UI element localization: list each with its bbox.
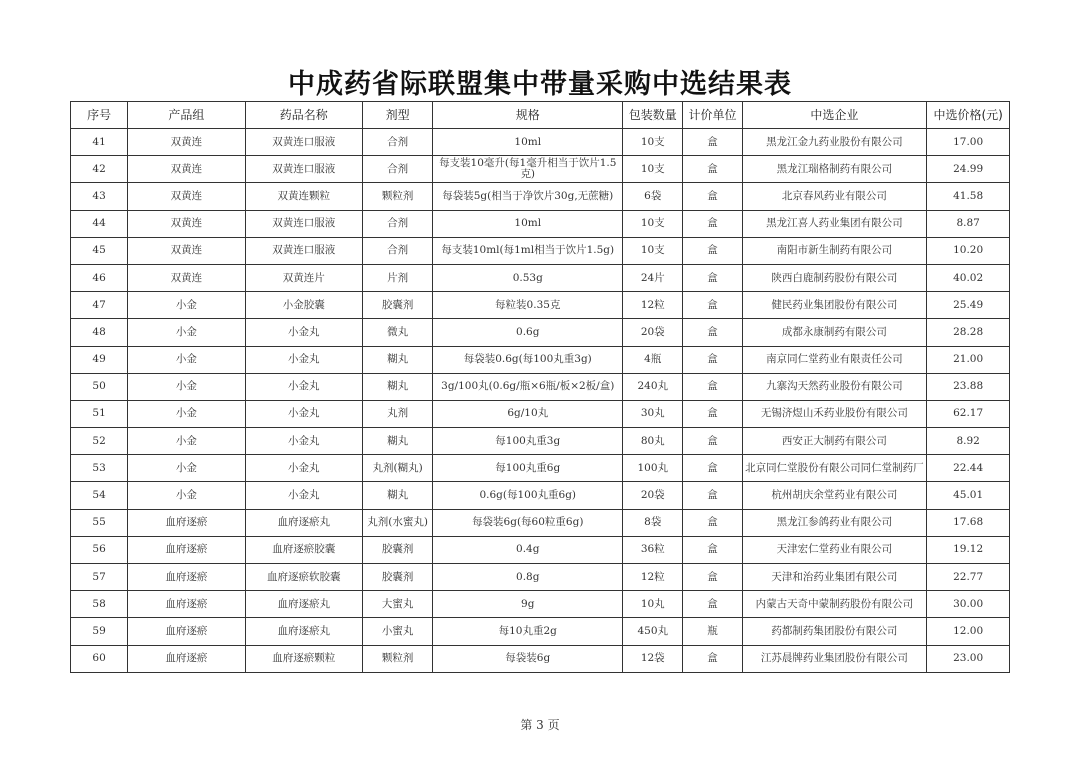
cell-pack-qty: 10支 [623, 237, 683, 264]
table-row [71, 400, 1010, 427]
cell-pack-qty: 10丸 [623, 591, 683, 618]
cell-price: 10.20 [927, 237, 1010, 264]
cell-dosage-form: 胶囊剂 [362, 536, 432, 563]
cell-product-group: 血府逐瘀 [128, 509, 245, 536]
cell-company: 杭州胡庆余堂药业有限公司 [742, 482, 927, 509]
cell-dosage-form: 微丸 [362, 319, 432, 346]
cell-drug-name: 双黄连口服液 [245, 237, 362, 264]
table-row [71, 210, 1010, 237]
cell-drug-name: 小金丸 [245, 346, 362, 373]
cell-product-group: 血府逐瘀 [128, 591, 245, 618]
cell-seq: 49 [71, 346, 128, 373]
table-row [71, 129, 1010, 156]
cell-seq: 52 [71, 428, 128, 455]
cell-product-group: 小金 [128, 346, 245, 373]
cell-drug-name: 血府逐瘀颗粒 [245, 645, 362, 672]
cell-spec: 每10丸重2g [433, 618, 623, 645]
cell-unit: 盒 [683, 536, 742, 563]
cell-spec: 每支装10ml(每1ml相当于饮片1.5g) [433, 237, 623, 264]
cell-seq: 56 [71, 536, 128, 563]
cell-seq: 45 [71, 237, 128, 264]
cell-spec: 每袋装0.6g(每100丸重3g) [433, 346, 623, 373]
cell-company: 天津和治药业集团有限公司 [742, 564, 927, 591]
cell-unit: 盒 [683, 210, 742, 237]
page-number: 第 3 页 [520, 718, 560, 732]
cell-seq: 44 [71, 210, 128, 237]
cell-price: 17.00 [927, 129, 1010, 156]
cell-product-group: 小金 [128, 319, 245, 346]
cell-drug-name: 小金丸 [245, 400, 362, 427]
cell-dosage-form: 片剂 [362, 264, 432, 291]
cell-price: 12.00 [927, 618, 1010, 645]
cell-unit: 盒 [683, 509, 742, 536]
header-price: 中选价格(元) [927, 102, 1010, 129]
cell-spec: 6g/10丸 [433, 400, 623, 427]
table-row [71, 564, 1010, 591]
cell-spec: 每支装10毫升(每1毫升相当于饮片1.5克) [433, 156, 623, 183]
cell-spec: 每袋装5g(相当于净饮片30g,无蔗糖) [433, 183, 623, 210]
cell-spec: 0.4g [433, 536, 623, 563]
cell-drug-name: 小金丸 [245, 373, 362, 400]
cell-spec: 0.6g [433, 319, 623, 346]
cell-company: 内蒙古天奇中蒙制药股份有限公司 [742, 591, 927, 618]
cell-seq: 50 [71, 373, 128, 400]
page-title: 中成药省际联盟集中带量采购中选结果表 [288, 69, 792, 100]
cell-price: 17.68 [927, 509, 1010, 536]
cell-pack-qty: 24片 [623, 264, 683, 291]
cell-drug-name: 血府逐瘀丸 [245, 509, 362, 536]
cell-drug-name: 双黄连颗粒 [245, 183, 362, 210]
cell-pack-qty: 12袋 [623, 645, 683, 672]
cell-price: 28.28 [927, 319, 1010, 346]
cell-unit: 盒 [683, 264, 742, 291]
header-seq: 序号 [71, 102, 128, 129]
cell-seq: 51 [71, 400, 128, 427]
cell-pack-qty: 12粒 [623, 564, 683, 591]
cell-price: 45.01 [927, 482, 1010, 509]
cell-price: 22.44 [927, 455, 1010, 482]
cell-product-group: 小金 [128, 482, 245, 509]
table-row [71, 645, 1010, 672]
results-table [70, 101, 1010, 673]
table-row [71, 292, 1010, 319]
cell-spec: 3g/100丸(0.6g/瓶×6瓶/板×2板/盒) [433, 373, 623, 400]
cell-seq: 54 [71, 482, 128, 509]
cell-dosage-form: 合剂 [362, 237, 432, 264]
cell-product-group: 小金 [128, 400, 245, 427]
header-drug-name: 药品名称 [245, 102, 362, 129]
cell-unit: 盒 [683, 428, 742, 455]
header-pack-qty: 包装数量 [623, 102, 683, 129]
cell-pack-qty: 6袋 [623, 183, 683, 210]
cell-seq: 58 [71, 591, 128, 618]
cell-drug-name: 双黄连口服液 [245, 156, 362, 183]
cell-spec: 0.6g(每100丸重6g) [433, 482, 623, 509]
cell-pack-qty: 10支 [623, 156, 683, 183]
header-spec: 规格 [433, 102, 623, 129]
cell-dosage-form: 胶囊剂 [362, 564, 432, 591]
cell-company: 药都制药集团股份有限公司 [742, 618, 927, 645]
cell-price: 22.77 [927, 564, 1010, 591]
cell-unit: 盒 [683, 455, 742, 482]
cell-dosage-form: 颗粒剂 [362, 645, 432, 672]
cell-product-group: 血府逐瘀 [128, 564, 245, 591]
cell-dosage-form: 丸剂(糊丸) [362, 455, 432, 482]
cell-product-group: 小金 [128, 455, 245, 482]
cell-product-group: 小金 [128, 373, 245, 400]
cell-price: 30.00 [927, 591, 1010, 618]
cell-dosage-form: 糊丸 [362, 346, 432, 373]
table-row [71, 373, 1010, 400]
cell-unit: 盒 [683, 591, 742, 618]
cell-dosage-form: 合剂 [362, 210, 432, 237]
cell-pack-qty: 100丸 [623, 455, 683, 482]
cell-pack-qty: 12粒 [623, 292, 683, 319]
cell-pack-qty: 20袋 [623, 319, 683, 346]
cell-company: 南阳市新生制药有限公司 [742, 237, 927, 264]
cell-dosage-form: 颗粒剂 [362, 183, 432, 210]
header-company: 中选企业 [742, 102, 927, 129]
table-row [71, 536, 1010, 563]
cell-dosage-form: 糊丸 [362, 373, 432, 400]
table-row [71, 591, 1010, 618]
header-product-group: 产品组 [128, 102, 245, 129]
cell-drug-name: 小金丸 [245, 482, 362, 509]
cell-pack-qty: 36粒 [623, 536, 683, 563]
cell-product-group: 血府逐瘀 [128, 618, 245, 645]
header-unit: 计价单位 [683, 102, 742, 129]
cell-price: 40.02 [927, 264, 1010, 291]
cell-spec: 0.53g [433, 264, 623, 291]
cell-unit: 瓶 [683, 618, 742, 645]
cell-pack-qty: 450丸 [623, 618, 683, 645]
cell-spec: 每粒装0.35克 [433, 292, 623, 319]
cell-pack-qty: 10支 [623, 129, 683, 156]
table-row [71, 264, 1010, 291]
cell-spec: 每袋装6g [433, 645, 623, 672]
cell-price: 19.12 [927, 536, 1010, 563]
cell-company: 西安正大制药有限公司 [742, 428, 927, 455]
cell-unit: 盒 [683, 292, 742, 319]
cell-dosage-form: 糊丸 [362, 482, 432, 509]
cell-company: 陕西白鹿制药股份有限公司 [742, 264, 927, 291]
cell-product-group: 双黄连 [128, 156, 245, 183]
header-dosage-form: 剂型 [362, 102, 432, 129]
cell-pack-qty: 240丸 [623, 373, 683, 400]
cell-company: 黑龙江喜人药业集团有限公司 [742, 210, 927, 237]
cell-company: 北京同仁堂股份有限公司同仁堂制药厂 [742, 455, 927, 482]
cell-drug-name: 血府逐瘀丸 [245, 618, 362, 645]
cell-dosage-form: 合剂 [362, 156, 432, 183]
cell-seq: 48 [71, 319, 128, 346]
cell-unit: 盒 [683, 319, 742, 346]
cell-pack-qty: 8袋 [623, 509, 683, 536]
cell-spec: 0.8g [433, 564, 623, 591]
cell-seq: 55 [71, 509, 128, 536]
table-row [71, 183, 1010, 210]
cell-dosage-form: 小蜜丸 [362, 618, 432, 645]
cell-drug-name: 血府逐瘀丸 [245, 591, 362, 618]
cell-price: 41.58 [927, 183, 1010, 210]
cell-seq: 41 [71, 129, 128, 156]
cell-drug-name: 小金丸 [245, 319, 362, 346]
cell-drug-name: 双黄连口服液 [245, 210, 362, 237]
cell-company: 黑龙江瑞格制药有限公司 [742, 156, 927, 183]
cell-price: 8.92 [927, 428, 1010, 455]
cell-seq: 47 [71, 292, 128, 319]
cell-company: 九寨沟天然药业股份有限公司 [742, 373, 927, 400]
cell-unit: 盒 [683, 156, 742, 183]
cell-dosage-form: 丸剂(水蜜丸) [362, 509, 432, 536]
cell-company: 无锡济煜山禾药业股份有限公司 [742, 400, 927, 427]
cell-price: 21.00 [927, 346, 1010, 373]
table-row [71, 428, 1010, 455]
cell-spec: 9g [433, 591, 623, 618]
cell-company: 黑龙江参鸽药业有限公司 [742, 509, 927, 536]
cell-unit: 盒 [683, 482, 742, 509]
cell-spec: 每100丸重3g [433, 428, 623, 455]
table-row [71, 237, 1010, 264]
cell-dosage-form: 丸剂 [362, 400, 432, 427]
cell-dosage-form: 大蜜丸 [362, 591, 432, 618]
cell-spec: 每袋装6g(每60粒重6g) [433, 509, 623, 536]
cell-unit: 盒 [683, 645, 742, 672]
cell-product-group: 小金 [128, 292, 245, 319]
table-row [71, 319, 1010, 346]
cell-seq: 59 [71, 618, 128, 645]
cell-drug-name: 双黄连片 [245, 264, 362, 291]
cell-spec: 每100丸重6g [433, 455, 623, 482]
cell-drug-name: 小金丸 [245, 455, 362, 482]
cell-unit: 盒 [683, 237, 742, 264]
cell-company: 北京春风药业有限公司 [742, 183, 927, 210]
cell-company: 江苏晨牌药业集团股份有限公司 [742, 645, 927, 672]
cell-company: 南京同仁堂药业有限责任公司 [742, 346, 927, 373]
table-row [71, 482, 1010, 509]
cell-seq: 46 [71, 264, 128, 291]
cell-price: 62.17 [927, 400, 1010, 427]
cell-spec: 10ml [433, 129, 623, 156]
cell-product-group: 双黄连 [128, 264, 245, 291]
cell-price: 24.99 [927, 156, 1010, 183]
cell-dosage-form: 胶囊剂 [362, 292, 432, 319]
cell-unit: 盒 [683, 373, 742, 400]
cell-drug-name: 小金丸 [245, 428, 362, 455]
cell-company: 天津宏仁堂药业有限公司 [742, 536, 927, 563]
cell-pack-qty: 30丸 [623, 400, 683, 427]
cell-pack-qty: 80丸 [623, 428, 683, 455]
cell-seq: 53 [71, 455, 128, 482]
cell-product-group: 双黄连 [128, 183, 245, 210]
cell-price: 8.87 [927, 210, 1010, 237]
table-row [71, 618, 1010, 645]
cell-product-group: 双黄连 [128, 129, 245, 156]
table-row [71, 156, 1010, 183]
cell-product-group: 双黄连 [128, 210, 245, 237]
cell-price: 23.88 [927, 373, 1010, 400]
cell-company: 健民药业集团股份有限公司 [742, 292, 927, 319]
cell-pack-qty: 10支 [623, 210, 683, 237]
cell-price: 25.49 [927, 292, 1010, 319]
cell-product-group: 血府逐瘀 [128, 645, 245, 672]
cell-product-group: 血府逐瘀 [128, 536, 245, 563]
cell-unit: 盒 [683, 129, 742, 156]
table-header-row [71, 102, 1010, 129]
cell-unit: 盒 [683, 400, 742, 427]
cell-company: 成都永康制药有限公司 [742, 319, 927, 346]
cell-seq: 60 [71, 645, 128, 672]
cell-seq: 43 [71, 183, 128, 210]
cell-pack-qty: 4瓶 [623, 346, 683, 373]
cell-product-group: 双黄连 [128, 237, 245, 264]
table-row [71, 509, 1010, 536]
cell-dosage-form: 合剂 [362, 129, 432, 156]
cell-company: 黑龙江金九药业股份有限公司 [742, 129, 927, 156]
cell-product-group: 小金 [128, 428, 245, 455]
table-row [71, 455, 1010, 482]
cell-drug-name: 血府逐瘀软胶囊 [245, 564, 362, 591]
cell-pack-qty: 20袋 [623, 482, 683, 509]
cell-drug-name: 双黄连口服液 [245, 129, 362, 156]
cell-unit: 盒 [683, 183, 742, 210]
cell-seq: 42 [71, 156, 128, 183]
cell-price: 23.00 [927, 645, 1010, 672]
cell-unit: 盒 [683, 346, 742, 373]
cell-spec: 10ml [433, 210, 623, 237]
cell-drug-name: 小金胶囊 [245, 292, 362, 319]
table-row [71, 346, 1010, 373]
cell-dosage-form: 糊丸 [362, 428, 432, 455]
cell-seq: 57 [71, 564, 128, 591]
cell-unit: 盒 [683, 564, 742, 591]
cell-drug-name: 血府逐瘀胶囊 [245, 536, 362, 563]
